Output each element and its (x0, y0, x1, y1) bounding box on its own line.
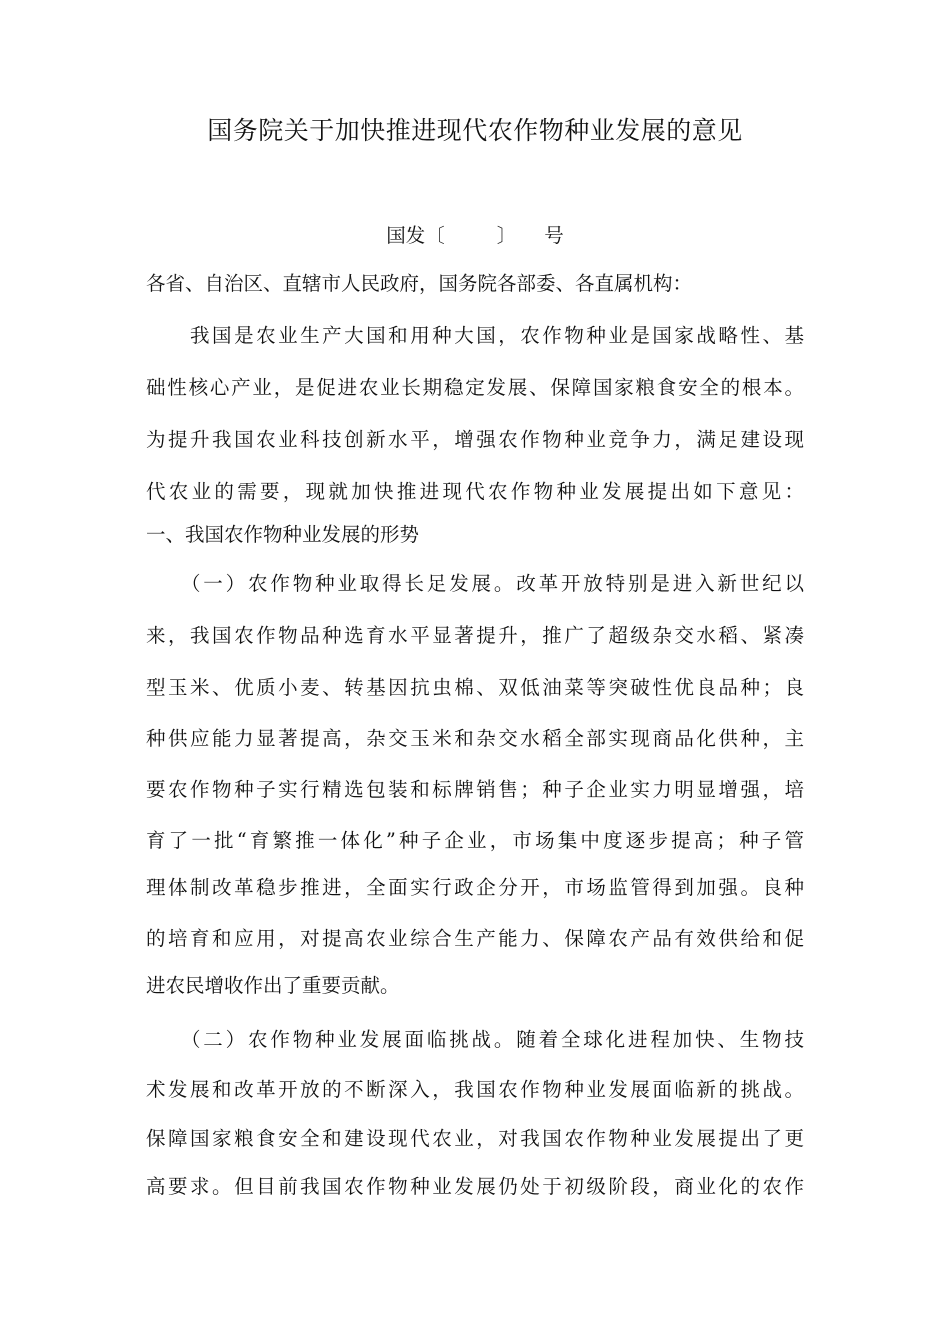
body-line-10: 要农作物种子实行精选包装和标牌销售；种子企业实力明显增强，培 (146, 778, 804, 801)
body-line-12: 理体制改革稳步推进，全面实行政企分开，市场监管得到加强。良种 (146, 876, 804, 899)
body-line-14: 进农民增收作出了重要贡献。 (146, 974, 400, 997)
body-line-16: 术发展和改革开放的不断深入，我国农作物种业发展面临新的挑战。 (146, 1078, 804, 1101)
document-number-close: 〕 (496, 224, 517, 247)
body-line-17: 保障国家粮食安全和建设现代农业，对我国农作物种业发展提出了更 (146, 1127, 804, 1150)
section-heading-1: 一、我国农作物种业发展的形势 (146, 523, 420, 546)
addressee-line: 各省、自治区、直辖市人民政府，国务院各部委、各直属机构： (146, 272, 693, 295)
body-line-7: 来，我国农作物品种选育水平显著提升，推广了超级杂交水稻、紧凑 (146, 624, 804, 647)
body-line-9: 种供应能力显著提高，杂交玉米和杂交水稻全部实现商品化供种，主 (146, 727, 804, 750)
body-line-18: 高要求。但目前我国农作物种业发展仍处于初级阶段，商业化的农作 (146, 1175, 804, 1198)
document-number-suffix: 号 (544, 224, 564, 247)
body-line-11: 育了一批“育繁推一体化”种子企业，市场集中度逐步提高；种子管 (146, 829, 804, 852)
body-line-4: 代农业的需要，现就加快推进现代农作物种业发展提出如下意见： (146, 480, 804, 503)
body-line-15: （二）农作物种业发展面临挑战。随着全球化进程加快、生物技 (146, 1028, 804, 1051)
document-number-prefix: 国发〔 (386, 224, 445, 247)
body-line-6: （一）农作物种业取得长足发展。改革开放特别是进入新世纪以 (146, 572, 804, 595)
body-line-13: 的培育和应用，对提高农业综合生产能力、保障农产品有效供给和促 (146, 927, 804, 950)
document-title: 国务院关于加快推进现代农作物种业发展的意见 (207, 116, 743, 145)
document-number (0, 214, 950, 258)
body-line-1: 我国是农业生产大国和用种大国，农作物种业是国家战略性、基 (146, 324, 804, 347)
body-line-8: 型玉米、优质小麦、转基因抗虫棉、双低油菜等突破性优良品种；良 (146, 676, 804, 699)
body-line-3: 为提升我国农业科技创新水平，增强农作物种业竞争力，满足建设现 (146, 428, 804, 451)
body-line-2: 础性核心产业，是促进农业长期稳定发展、保障国家粮食安全的根本。 (146, 376, 804, 399)
